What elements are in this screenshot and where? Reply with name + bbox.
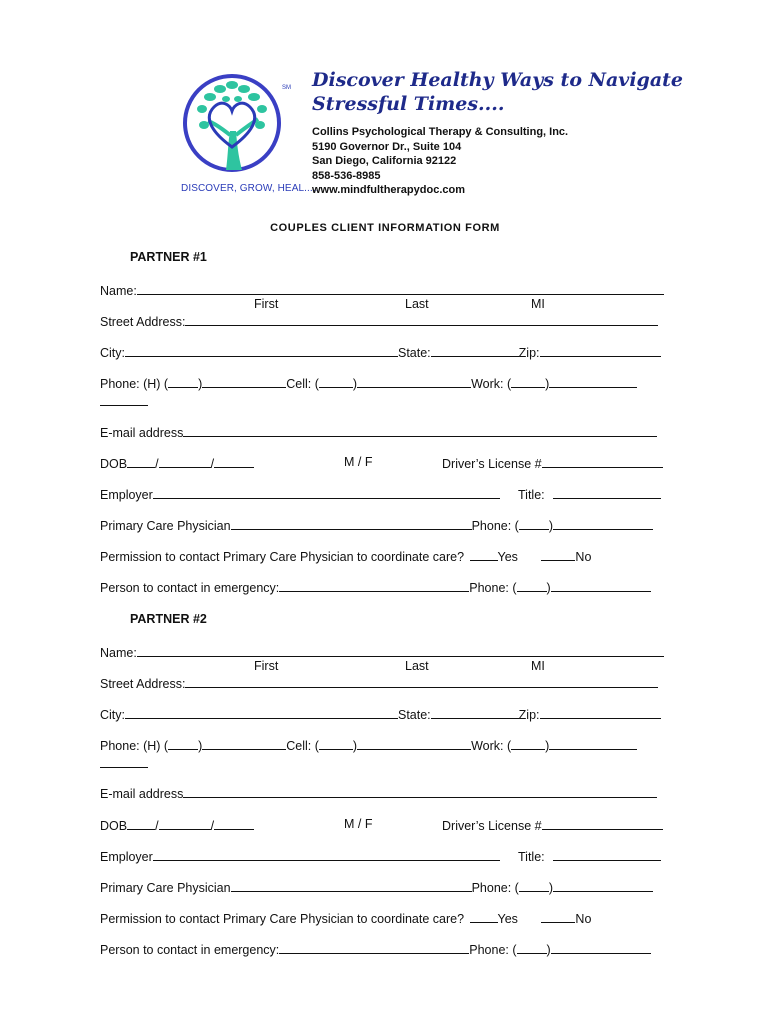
p2-zip-field[interactable]	[540, 706, 661, 719]
p2-name-field[interactable]	[137, 644, 664, 657]
p1-employer-field[interactable]	[153, 486, 500, 499]
org-info	[312, 125, 568, 198]
p1-zip-field[interactable]	[540, 344, 661, 357]
p1-pcp-row	[100, 517, 653, 533]
p1-employer-row	[100, 486, 500, 502]
mi-label: MI	[531, 297, 545, 311]
p1-dob-row	[100, 455, 254, 471]
zip-label: Zip:	[518, 708, 540, 722]
p2-gender-option[interactable]: M / F	[344, 817, 373, 831]
p1-pcp-field[interactable]	[231, 517, 472, 530]
sm-mark: SM	[282, 85, 291, 91]
zip-label: Zip:	[518, 346, 540, 360]
slash: /	[155, 457, 159, 471]
p1-phone-row	[100, 375, 637, 391]
p2-name-row	[100, 644, 664, 660]
email-label: E-mail address	[100, 787, 184, 801]
p1-work-area-field[interactable]	[511, 375, 545, 388]
p1-phone-continuation	[100, 393, 148, 409]
state-label: State:	[398, 708, 431, 722]
state-label: State:	[398, 346, 431, 360]
p1-home-area-field[interactable]	[168, 375, 198, 388]
p1-name-row	[100, 282, 664, 298]
city-label: City:	[100, 346, 125, 360]
phone-home-label: Phone: (H) (	[100, 377, 169, 391]
p2-emergency-area-field[interactable]	[517, 941, 547, 954]
p1-emergency-row	[100, 579, 651, 595]
street-label: Street Address:	[100, 677, 186, 691]
p2-dob-year[interactable]	[214, 817, 254, 830]
p1-cell-phone-field[interactable]	[357, 375, 471, 388]
p2-employer-row	[100, 848, 500, 864]
phone-label: Phone: (	[471, 519, 519, 533]
p2-dob-day[interactable]	[159, 817, 211, 830]
p2-work-area-field[interactable]	[511, 737, 545, 750]
p2-home-area-field[interactable]	[168, 737, 198, 750]
org-address-1: 5190 Governor Dr., Suite 104	[312, 140, 462, 153]
p1-street-field[interactable]	[185, 313, 658, 326]
emergency-label: Person to contact in emergency:	[100, 943, 280, 957]
emergency-label: Person to contact in emergency:	[100, 581, 280, 595]
name-label: Name:	[100, 646, 137, 660]
tagline-line-1: Discover Healthy Ways to Navigate	[312, 69, 684, 91]
p2-street-row	[100, 675, 658, 691]
p1-yes-field[interactable]	[470, 548, 498, 561]
p2-yes-field[interactable]	[470, 910, 498, 923]
paren: )	[546, 581, 551, 595]
street-label: Street Address:	[100, 315, 186, 329]
p2-cell-area-field[interactable]	[319, 737, 353, 750]
p1-drivers-license-field[interactable]	[542, 455, 663, 468]
pcp-label: Primary Care Physician	[100, 881, 231, 895]
p2-work-ext-field[interactable]	[100, 755, 148, 768]
p2-work-phone-field[interactable]	[549, 737, 637, 750]
p1-dob-day[interactable]	[159, 455, 211, 468]
tagline-line-2: Stressful Times....	[312, 93, 505, 115]
paren: )	[545, 739, 550, 753]
p1-emergency-area-field[interactable]	[517, 579, 547, 592]
p2-pcp-row	[100, 879, 653, 895]
drivers-license-label: Driver’s License #	[442, 819, 542, 833]
partner-2-title: PARTNER #2	[130, 612, 207, 626]
p2-pcp-field[interactable]	[231, 879, 472, 892]
p1-city-row	[100, 344, 661, 360]
first-label: First	[254, 297, 279, 311]
permission-label: Permission to contact Primary Care Physician to coordinate care?	[100, 912, 465, 926]
p2-home-phone-field[interactable]	[202, 737, 286, 750]
p1-email-row	[100, 424, 657, 440]
drivers-license-label: Driver’s License #	[442, 457, 542, 471]
p2-pcp-phone-field[interactable]	[553, 879, 653, 892]
p2-permission-row	[100, 910, 591, 926]
p1-state-field[interactable]	[431, 344, 519, 357]
p1-cell-area-field[interactable]	[319, 375, 353, 388]
p1-email-field[interactable]	[183, 424, 657, 437]
p1-city-field[interactable]	[125, 344, 398, 357]
paren: )	[352, 739, 358, 753]
no-label: No	[575, 550, 592, 564]
paren: )	[352, 377, 358, 391]
dob-label: DOB	[100, 457, 128, 471]
last-label: Last	[405, 659, 429, 673]
last-label: Last	[405, 297, 429, 311]
p2-emergency-row	[100, 941, 651, 957]
paren: )	[545, 377, 550, 391]
p1-home-phone-field[interactable]	[202, 375, 286, 388]
phone-label: Phone: (	[469, 943, 517, 957]
org-phone: 858-536-8985	[312, 169, 381, 182]
title-label: Title:	[518, 488, 545, 502]
p1-emergency-field[interactable]	[279, 579, 469, 592]
p1-no-field[interactable]	[541, 548, 575, 561]
p1-emergency-phone-field[interactable]	[551, 579, 651, 592]
p1-title-field[interactable]	[553, 486, 661, 499]
first-label: First	[254, 659, 279, 673]
email-label: E-mail address	[100, 426, 184, 440]
p1-work-phone-field[interactable]	[549, 375, 637, 388]
p2-dob-month[interactable]	[127, 817, 155, 830]
p2-street-field[interactable]	[185, 675, 658, 688]
org-name: Collins Psychological Therapy & Consulting, Inc.	[312, 126, 569, 138]
yes-label: Yes	[497, 550, 518, 564]
p2-city-field[interactable]	[125, 706, 398, 719]
p1-permission-row	[100, 548, 591, 564]
org-website[interactable]: www.mindfultherapydoc.com	[312, 184, 465, 196]
p1-pcp-area-field[interactable]	[519, 517, 549, 530]
p2-dob-row	[100, 817, 254, 833]
slogan: DISCOVER, GROW, HEAL.....	[181, 183, 319, 194]
p2-city-row	[100, 706, 661, 722]
org-address-2: San Diego, California 92122	[312, 155, 457, 167]
no-label: No	[575, 912, 592, 926]
p2-title-row	[518, 848, 661, 864]
work-label: Work: (	[471, 377, 512, 391]
p1-gender-option[interactable]: M / F	[344, 455, 373, 469]
slash: /	[210, 819, 215, 833]
paren: )	[198, 739, 203, 753]
p2-drivers-license-field[interactable]	[542, 817, 663, 830]
p2-pcp-area-field[interactable]	[519, 879, 549, 892]
work-label: Work: (	[471, 739, 512, 753]
slash: /	[155, 819, 159, 833]
yes-label: Yes	[497, 912, 518, 926]
p2-cell-phone-field[interactable]	[357, 737, 471, 750]
p1-dob-month[interactable]	[127, 455, 155, 468]
p1-title-row	[518, 486, 661, 502]
p2-phone-continuation	[100, 755, 148, 771]
paren: )	[546, 943, 551, 957]
p2-dl-row	[442, 817, 663, 833]
p2-employer-field[interactable]	[153, 848, 500, 861]
tagline	[312, 68, 683, 116]
mi-label: MI	[531, 659, 545, 673]
p1-name-field[interactable]	[137, 282, 664, 295]
name-label: Name:	[100, 284, 137, 298]
slash: /	[210, 457, 215, 471]
city-label: City:	[100, 708, 125, 722]
p1-dl-row	[442, 455, 663, 471]
form-title: COUPLES CLIENT INFORMATION FORM	[270, 222, 500, 234]
p1-work-ext-field[interactable]	[100, 393, 148, 406]
p2-email-row	[100, 785, 657, 801]
p1-pcp-phone-field[interactable]	[553, 517, 653, 530]
employer-label: Employer	[100, 488, 153, 502]
employer-label: Employer	[100, 850, 153, 864]
dob-label: DOB	[100, 819, 128, 833]
paren: )	[198, 377, 203, 391]
paren: )	[548, 881, 554, 895]
phone-home-label: Phone: (H) (	[100, 739, 169, 753]
p2-email-field[interactable]	[183, 785, 657, 798]
p2-phone-row	[100, 737, 637, 753]
p2-emergency-phone-field[interactable]	[551, 941, 651, 954]
p1-dob-year[interactable]	[214, 455, 254, 468]
pcp-label: Primary Care Physician	[100, 519, 231, 533]
p1-street-row	[100, 313, 658, 329]
p2-emergency-field[interactable]	[279, 941, 469, 954]
p2-state-field[interactable]	[431, 706, 519, 719]
phone-label: Phone: (	[469, 581, 517, 595]
p2-no-field[interactable]	[541, 910, 575, 923]
cell-label: Cell: (	[286, 377, 319, 391]
cell-label: Cell: (	[286, 739, 319, 753]
permission-label: Permission to contact Primary Care Physician to coordinate care?	[100, 550, 465, 564]
title-label: Title:	[518, 850, 545, 864]
p2-title-field[interactable]	[553, 848, 661, 861]
paren: )	[548, 519, 554, 533]
partner-1-title: PARTNER #1	[130, 250, 207, 264]
phone-label: Phone: (	[471, 881, 519, 895]
